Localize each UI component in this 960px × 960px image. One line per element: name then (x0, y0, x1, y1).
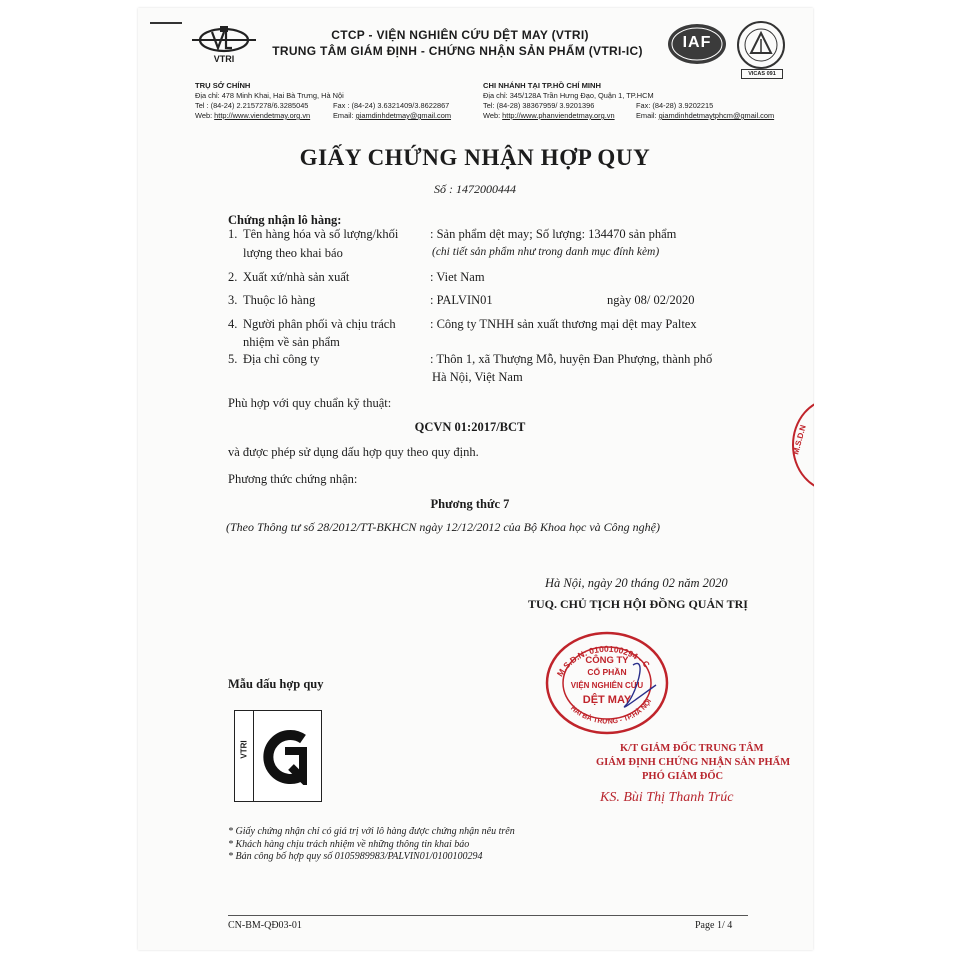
iaf-logo (666, 22, 728, 66)
branch-tel: Tel: (84-28) 38367959/ 3.9201396 (483, 101, 595, 110)
scan-mark (150, 22, 182, 24)
hq-web-link[interactable]: http://www.viendetmay.org.vn (214, 111, 311, 120)
lot-item-value: : PALVIN01 (430, 293, 493, 307)
hq-web-row (195, 111, 485, 121)
note-item: * Khách hàng chịu trách nhiệm về những thông tin khai báo (228, 838, 470, 850)
hq-email-label: Email: (333, 111, 356, 120)
lot-item-value: : Công ty TNHH sản xuất thương mại dệt may Paltex (430, 317, 697, 331)
side-stamp-icon (788, 395, 814, 495)
note-item: * Bản công bố hợp quy số 0105989983/PALVIN01/0100100294 (228, 851, 483, 862)
lot-item-num: 3. (228, 293, 238, 307)
lot-item-value: : Viet Nam (430, 270, 485, 284)
vtri-logo (188, 22, 260, 68)
lot-item-label: Thuộc lô hàng (243, 293, 316, 307)
branch-email-label: Email: (636, 111, 659, 120)
hq-heading: TRỤ SỞ CHÍNH (195, 81, 251, 90)
lot-item-label: Xuất xứ/nhà sản xuất (243, 270, 350, 284)
conformity-label: Phù hợp với quy chuẩn kỹ thuật: (228, 396, 392, 410)
note-item: * Giấy chứng nhận chỉ có giá trị với lô hàng được chứng nhận nêu trên (228, 826, 515, 837)
lot-item-label: Tên hàng hóa và số lượng/khối (243, 227, 399, 241)
on-behalf-of: TUQ. CHỦ TỊCH HỘI ĐỒNG QUẢN TRỊ (528, 597, 748, 611)
hq-email-link[interactable]: giamdinhdetmay@gmail.com (355, 111, 452, 120)
mark-label: Mẫu dấu hợp quy (228, 677, 324, 691)
signer-name: KS. Bùi Thị Thanh Trúc (600, 790, 734, 805)
lot-item-label-cont: nhiệm về sản phẩm (243, 335, 340, 349)
branch-address: Địa chỉ: 345/128A Trần Hưng Đạo, Quận 1, TP.HCM (483, 91, 654, 100)
conformity-mark (234, 710, 322, 802)
lot-item-num: 2. (228, 270, 238, 284)
notes (228, 826, 515, 864)
permission-text: và được phép sử dụng dấu hợp quy theo quy định. (228, 445, 479, 459)
stamp-line-4: DỆT MAY (582, 694, 632, 706)
certification-method: Phương thức 7 (430, 497, 510, 511)
lot-item-label: Địa chỉ công ty (243, 352, 320, 366)
footer-divider (228, 915, 748, 916)
stamp-line-3: VIỆN NGHIÊN CỨU (570, 681, 644, 690)
company-stamp (538, 625, 676, 735)
branch-web-row (483, 111, 793, 121)
hq-address-block (195, 81, 485, 121)
form-code: CN-BM-QĐ03-01 (228, 920, 302, 931)
place-and-date: Hà Nội, ngày 20 tháng 02 năm 2020 (545, 576, 728, 590)
hq-web-label: Web: (195, 111, 215, 120)
lot-item-value: : Sản phẩm dệt may; Số lượng: 134470 sản phẩm (430, 227, 677, 241)
signer-title-2: GIÁM ĐỊNH CHỨNG NHẬN SẢN PHẨM (596, 757, 791, 768)
hq-fax: Fax : (84-24) 3.6321409/3.8622867 (333, 101, 450, 110)
page-number: Page 1/ 4 (695, 920, 733, 931)
lot-item-value-cont: (chi tiết sản phẩm như trong danh mục đính kèm) (432, 246, 660, 258)
mark-vtri-text: VTRI (239, 740, 249, 759)
lot-heading: Chứng nhận lô hàng: (228, 213, 342, 227)
branch-phones (483, 101, 793, 111)
center-name: TRUNG TÂM GIÁM ĐỊNH - CHỨNG NHẬN SẢN PHẨM (VTRI-IC) (272, 44, 643, 58)
signer-title-3: PHÓ GIÁM ĐỐC (642, 771, 724, 782)
iaf-logo-text: IAF (682, 34, 712, 51)
lot-item-num: 1. (228, 227, 238, 241)
technical-standard: QCVN 01:2017/BCT (414, 420, 526, 434)
branch-web-link[interactable]: http://www.phanviendetmay.org.vn (502, 111, 615, 120)
lot-item-num: 5. (228, 352, 238, 366)
stamp-ring-text: M.S.D.N: 0100100294 - C (554, 643, 652, 679)
side-stamp-text: M.S.D.N (791, 423, 808, 456)
stamp-line-2: CỔ PHẦN (587, 667, 627, 677)
vicas-seal-icon (735, 20, 787, 70)
certificate-number: Số : 1472000444 (434, 182, 516, 196)
lot-item-value: : Thôn 1, xã Thượng Mỗ, huyện Đan Phượng, thành phố (430, 352, 713, 366)
lot-item-value-cont: Hà Nội, Việt Nam (432, 370, 523, 384)
certificate-title: GIẤY CHỨNG NHẬN HỢP QUY (299, 145, 651, 170)
hq-address: Địa chỉ: 478 Minh Khai, Hai Bà Trưng, Hà Nội (195, 91, 344, 100)
branch-address-block (483, 81, 793, 121)
hq-phones (195, 101, 485, 111)
side-stamp (788, 395, 814, 495)
stamp-line-1: CÔNG TY (585, 655, 629, 666)
org-name: CTCP - VIỆN NGHIÊN CỨU DỆT MAY (VTRI) (331, 28, 589, 42)
branch-heading: CHI NHÁNH TẠI TP.HỒ CHÍ MINH (483, 81, 601, 90)
lot-item-label-cont: lượng theo khai báo (243, 246, 343, 260)
cr-mark-icon (259, 729, 313, 785)
branch-fax: Fax: (84-28) 3.9202215 (636, 101, 714, 110)
vtri-logo-text: VTRI (213, 54, 235, 64)
vicas-code: VICAS 091 (741, 69, 783, 79)
lot-item-date: ngày 08/ 02/2020 (607, 293, 695, 307)
lot-item-num: 4. (228, 317, 238, 331)
vicas-badge (735, 20, 787, 78)
stamp-ring-bottom: HAI BÀ TRƯNG - TP.HÀ NỘI (569, 698, 654, 726)
lot-item-label: Người phân phối và chịu trách (243, 317, 396, 331)
method-note: (Theo Thông tư số 28/2012/TT-BKHCN ngày 12/12/2012 của Bộ Khoa học và Công nghệ) (226, 520, 660, 534)
method-label: Phương thức chứng nhận: (228, 472, 358, 486)
hq-tel: Tel : (84-24) 2.2157278/6.3285045 (195, 101, 309, 110)
branch-email-link[interactable]: giamdinhdetmaytphcm@gmail.com (658, 111, 775, 120)
signer-title-1: K/T GIÁM ĐỐC TRUNG TÂM (620, 743, 764, 754)
branch-web-label: Web: (483, 111, 503, 120)
